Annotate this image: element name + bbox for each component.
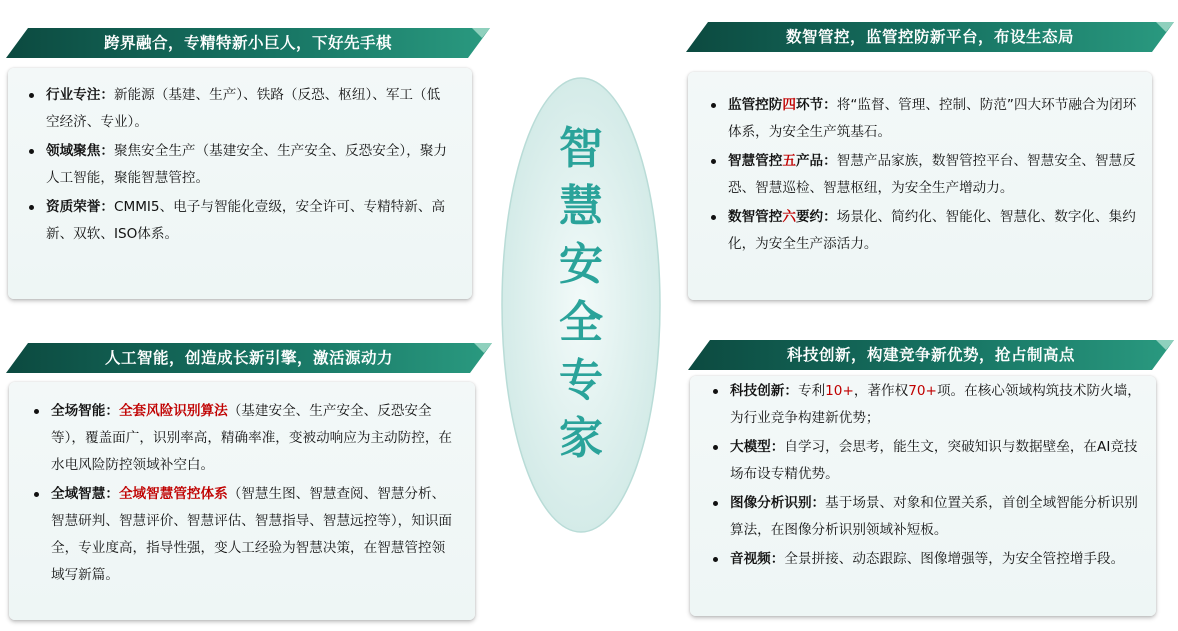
banner-title: 跨界融合，专精特新小巨人，下好先手棋 — [103, 34, 392, 52]
banner-top-left — [6, 28, 490, 58]
card-top-right — [688, 72, 1152, 300]
list-item: 科技创新：专利10+，著作权70+项。在核心领域构筑技术防火墙，为行业竞争构建新优势； — [710, 378, 1142, 432]
card-bottom-right — [690, 376, 1156, 616]
banner-title: 科技创新，构建竞争新优势，抢占制高点 — [786, 346, 1075, 364]
card-top-left — [8, 68, 472, 299]
banner-bottom-left — [6, 343, 492, 373]
center-title-char: 智 — [559, 123, 603, 174]
list-item: 图像分析识别：基于场景、对象和位置关系，首创全域智能分析识别算法，在图像分析识别领域补短板。 — [710, 490, 1142, 544]
banner-title: 人工智能，创造成长新引擎，激活源动力 — [104, 349, 393, 367]
list-item: 领域聚焦：聚焦安全生产（基建安全、生产安全、反恐安全），聚力人工智能，聚能智慧管控。 — [26, 138, 448, 192]
list-item: 资质荣誉：CMMI5、电子与智能化壹级，安全许可、专精特新、高新、双软、ISO体系。 — [26, 194, 448, 248]
banner-top-right — [686, 22, 1174, 52]
bullet-list — [26, 82, 448, 248]
banner-title: 数智管控，监管控防新平台，布设生态局 — [785, 28, 1074, 46]
list-item: 智慧管控五产品：智慧产品家族，数智管控平台、智慧安全、智慧反恐、智慧巡检、智慧枢纽，为安全生产增动力。 — [708, 148, 1140, 202]
center-title-char: 安 — [559, 239, 603, 290]
bullet-list — [710, 378, 1142, 573]
list-item: 全场智能：全套风险识别算法（基建安全、生产安全、反恐安全等），覆盖面广，识别率高，精确率准，变被动响应为主动防控，在水电风险防控领域补空白。 — [31, 398, 455, 479]
center-title — [500, 120, 662, 468]
list-item: 音视频：全景拼接、动态跟踪、图像增强等，为安全管控增手段。 — [710, 546, 1142, 573]
center-title-char: 慧 — [559, 181, 603, 232]
list-item: 大模型：自学习，会思考，能生文，突破知识与数据壁垒，在AI竞技场布设专精优势。 — [710, 434, 1142, 488]
list-item: 全域智慧：全域智慧管控体系（智慧生图、智慧查阅、智慧分析、智慧研判、智慧评价、智慧评估、智慧指导、智慧远控等），知识面全，专业度高，指导性强，变人工经验为智慧决策，在智慧管控领域写新篇。 — [31, 481, 455, 589]
list-item: 监管控防四环节：将“监督、管理、控制、防范”四大环节融合为闭环体系，为安全生产筑基石。 — [708, 92, 1140, 146]
card-bottom-left — [9, 382, 475, 620]
center-title-char: 专 — [559, 355, 603, 406]
list-item: 行业专注：新能源（基建、生产）、铁路（反恐、枢纽）、军工（低空经济、专业）。 — [26, 82, 448, 136]
bullet-list — [31, 398, 455, 589]
center-title-char: 全 — [559, 297, 603, 348]
center-title-char: 家 — [559, 413, 603, 464]
bullet-list — [708, 92, 1140, 258]
banner-bottom-right — [688, 340, 1174, 370]
list-item: 数智管控六要约：场景化、简约化、智能化、智慧化、数字化、集约化，为安全生产添活力。 — [708, 204, 1140, 258]
